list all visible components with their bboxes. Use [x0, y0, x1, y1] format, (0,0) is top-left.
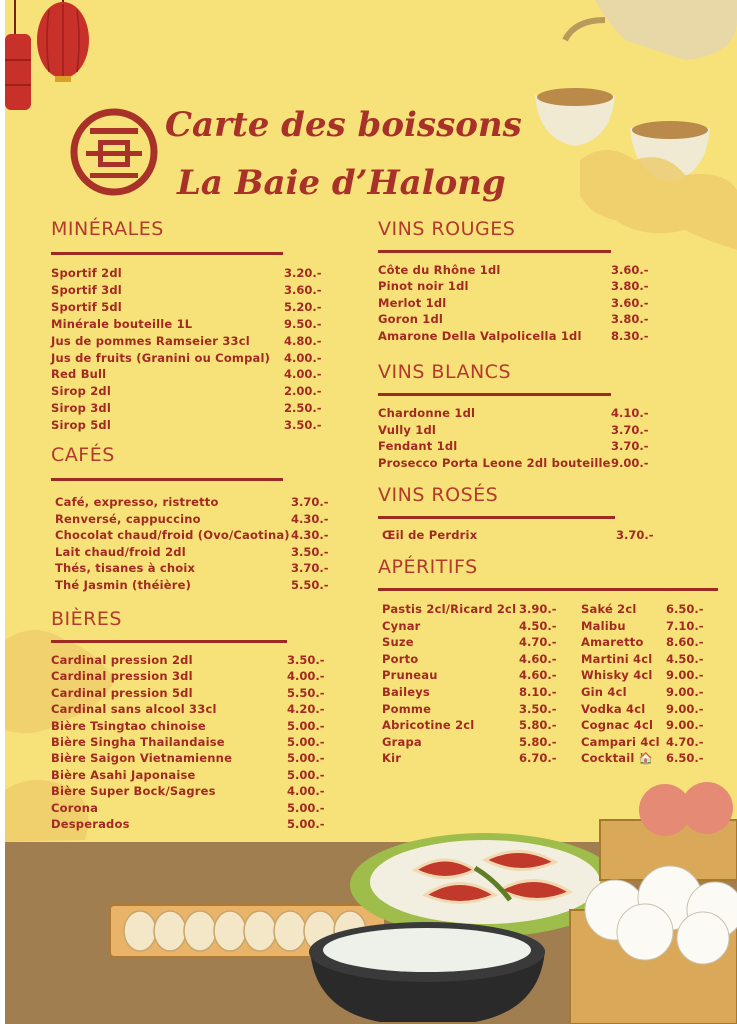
menu-item-price: 3.50.-: [519, 702, 557, 716]
menu-item-price: 5.00.-: [287, 719, 325, 733]
menu-item-name: Bière Super Bock/Sagres: [51, 784, 216, 798]
chinese-emblem-icon: [68, 108, 160, 196]
menu-item-price: 5.00.-: [287, 817, 325, 831]
menu-item-price: 3.70.-: [616, 528, 654, 542]
section-divider: [378, 250, 611, 253]
section-divider: [378, 588, 718, 591]
menu-item-price: 6.50.-: [666, 602, 704, 616]
menu-item-name: Campari 4cl: [581, 735, 660, 749]
menu-item-name: Cardinal sans alcool 33cl: [51, 702, 217, 716]
menu-item-price: 2.00.-: [284, 384, 322, 398]
menu-item-price: 3.50.-: [284, 418, 322, 432]
menu-item-name: Amaretto: [581, 635, 644, 649]
menu-item-price: 5.00.-: [287, 768, 325, 782]
menu-item-name: Café, expresso, ristretto: [55, 495, 219, 509]
menu-item-name: Minérale bouteille 1L: [51, 317, 193, 331]
section-title-blancs: VINS BLANCS: [378, 361, 512, 383]
menu-item-price: 5.00.-: [287, 735, 325, 749]
menu-item-price: 3.70.-: [611, 423, 649, 437]
section-divider: [51, 252, 283, 255]
section-title-mineral: MINÉRALES: [51, 218, 164, 240]
menu-item-price: 3.90.-: [519, 602, 557, 616]
menu-item-name: Cognac 4cl: [581, 718, 654, 732]
menu-item-name: Malibu: [581, 619, 626, 633]
menu-item-price: 5.80.-: [519, 735, 557, 749]
menu-item-name: Cardinal pression 2dl: [51, 653, 193, 667]
menu-item-name: Saké 2cl: [581, 602, 637, 616]
menu-item-price: 3.60.-: [284, 283, 322, 297]
teapot-icon: [565, 0, 737, 60]
menu-item-price: 4.20.-: [287, 702, 325, 716]
menu-item-price: 5.50.-: [287, 686, 325, 700]
menu-item-name: Amarone Della Valpolicella 1dl: [378, 329, 582, 343]
menu-item-price: 4.60.-: [519, 652, 557, 666]
menu-item-price: 3.70.-: [291, 561, 329, 575]
restaurant-name: La Baie d’Halong: [177, 163, 506, 203]
section-divider: [51, 640, 287, 643]
menu-item-name: Bière Asahi Japonaise: [51, 768, 196, 782]
menu-item-price: 9.00.-: [666, 702, 704, 716]
menu-item-price: 3.60.-: [611, 296, 649, 310]
menu-item-price: 3.20.-: [284, 266, 322, 280]
menu-item-name: Pruneau: [382, 668, 438, 682]
menu-item-name: Cynar: [382, 619, 421, 633]
menu-item-price: 4.30.-: [291, 512, 329, 526]
menu-item-name: Thés, tisanes à choix: [55, 561, 196, 575]
menu-item-name: Renversé, cappuccino: [55, 512, 201, 526]
menu-item-name: Sportif 3dl: [51, 283, 122, 297]
menu-item-price: 5.00.-: [287, 801, 325, 815]
lantern-icon: [5, 0, 31, 110]
menu-item-name: Abricotine 2cl: [382, 718, 475, 732]
menu-item-name: Suze: [382, 635, 414, 649]
menu-item-price: 4.60.-: [519, 668, 557, 682]
menu-item-price: 3.60.-: [611, 263, 649, 277]
section-divider: [378, 393, 611, 396]
menu-item-name: Gin 4cl: [581, 685, 627, 699]
menu-item-name: Fendant 1dl: [378, 439, 458, 453]
section-title-aperitifs: APÉRITIFS: [378, 556, 478, 578]
menu-item-price: 5.00.-: [287, 751, 325, 765]
menu-item-price: 9.00.-: [611, 456, 649, 470]
menu-item-name: Cardinal pression 3dl: [51, 669, 193, 683]
food-illustration: [5, 760, 737, 1024]
menu-item-name: Porto: [382, 652, 419, 666]
menu-item-name: Prosecco Porta Leone 2dl bouteille: [378, 456, 611, 470]
menu-item-price: 4.50.-: [519, 619, 557, 633]
menu-item-price: 5.50.-: [291, 578, 329, 592]
menu-title: Carte des boissons: [165, 105, 522, 145]
menu-item-name: Baileys: [382, 685, 430, 699]
menu-item-name: Thé Jasmin (théière): [55, 578, 192, 592]
menu-item-name: Sirop 3dl: [51, 401, 112, 415]
menu-item-name: Pinot noir 1dl: [378, 279, 469, 293]
menu-item-name: Merlot 1dl: [378, 296, 447, 310]
menu-item-name: Pomme: [382, 702, 432, 716]
menu-item-name: Bière Tsingtao chinoise: [51, 719, 206, 733]
section-title-rouges: VINS ROUGES: [378, 218, 516, 240]
menu-item-name: Cocktail 🏠: [581, 751, 654, 765]
menu-item-name: Chardonne 1dl: [378, 406, 476, 420]
menu-item-price: 4.00.-: [284, 367, 322, 381]
menu-item-name: Whisky 4cl: [581, 668, 653, 682]
menu-item-name: Goron 1dl: [378, 312, 444, 326]
menu-item-name: Sirop 2dl: [51, 384, 112, 398]
menu-item-price: 3.70.-: [291, 495, 329, 509]
menu-item-price: 4.80.-: [284, 334, 322, 348]
menu-item-name: Vully 1dl: [378, 423, 437, 437]
menu-item-price: 8.60.-: [666, 635, 704, 649]
menu-item-name: Kir: [382, 751, 402, 765]
dim-sum-steamer-icon: [570, 782, 737, 1024]
menu-item-name: Cardinal pression 5dl: [51, 686, 193, 700]
menu-item-name: Lait chaud/froid 2dl: [55, 545, 186, 559]
menu-item-price: 6.70.-: [519, 751, 557, 765]
menu-item-price: 4.00.-: [287, 669, 325, 683]
menu-item-price: 5.80.-: [519, 718, 557, 732]
menu-item-price: 4.30.-: [291, 528, 329, 542]
menu-item-price: 8.10.-: [519, 685, 557, 699]
menu-item-price: 8.30.-: [611, 329, 649, 343]
menu-item-price: 4.70.-: [519, 635, 557, 649]
menu-item-name: Red Bull: [51, 367, 107, 381]
menu-item-price: 7.10.-: [666, 619, 704, 633]
menu-item-price: 6.50.-: [666, 751, 704, 765]
menu-item-name: Chocolat chaud/froid (Ovo/Caotina): [55, 528, 290, 542]
menu-item-name: Jus de pommes Ramseier 33cl: [51, 334, 250, 348]
menu-item-name: Desperados: [51, 817, 130, 831]
rice-bowl-icon: [309, 922, 545, 1022]
menu-item-name: Sportif 2dl: [51, 266, 122, 280]
menu-item-price: 3.50.-: [291, 545, 329, 559]
menu-item-price: 4.00.-: [287, 784, 325, 798]
menu-item-price: 9.00.-: [666, 685, 704, 699]
menu-item-name: Sirop 5dl: [51, 418, 112, 432]
menu-item-price: 9.50.-: [284, 317, 322, 331]
menu-item-name: Pastis 2cl/Ricard 2cl: [382, 602, 517, 616]
menu-item-price: 5.20.-: [284, 300, 322, 314]
menu-item-price: 3.80.-: [611, 312, 649, 326]
menu-item-price: 4.00.-: [284, 351, 322, 365]
menu-item-name: Grapa: [382, 735, 422, 749]
menu-item-name: Bière Saigon Vietnamienne: [51, 751, 233, 765]
menu-item-price: 3.50.-: [287, 653, 325, 667]
menu-page: [5, 0, 737, 1024]
menu-item-name: Vodka 4cl: [581, 702, 646, 716]
section-title-bieres: BIÈRES: [51, 608, 122, 630]
menu-item-price: 4.10.-: [611, 406, 649, 420]
menu-item-price: 9.00.-: [666, 668, 704, 682]
menu-item-price: 3.70.-: [611, 439, 649, 453]
menu-item-name: Sportif 5dl: [51, 300, 122, 314]
lantern-icon: [37, 0, 89, 82]
menu-item-price: 4.70.-: [666, 735, 704, 749]
menu-item-price: 3.80.-: [611, 279, 649, 293]
menu-item-name: Bière Singha Thailandaise: [51, 735, 225, 749]
menu-item-name: Côte du Rhône 1dl: [378, 263, 501, 277]
section-divider: [378, 516, 615, 519]
section-divider: [51, 478, 283, 481]
menu-item-price: 4.50.-: [666, 652, 704, 666]
menu-item-price: 2.50.-: [284, 401, 322, 415]
menu-item-name: Martini 4cl: [581, 652, 653, 666]
menu-item-name: Œil de Perdrix: [382, 528, 478, 542]
section-title-roses: VINS ROSÉS: [378, 484, 499, 506]
menu-item-name: Jus de fruits (Granini ou Compal): [51, 351, 271, 365]
section-title-cafes: CAFÉS: [51, 444, 115, 466]
tea-cup-icon: [535, 88, 615, 146]
menu-item-price: 9.00.-: [666, 718, 704, 732]
menu-item-name: Corona: [51, 801, 99, 815]
